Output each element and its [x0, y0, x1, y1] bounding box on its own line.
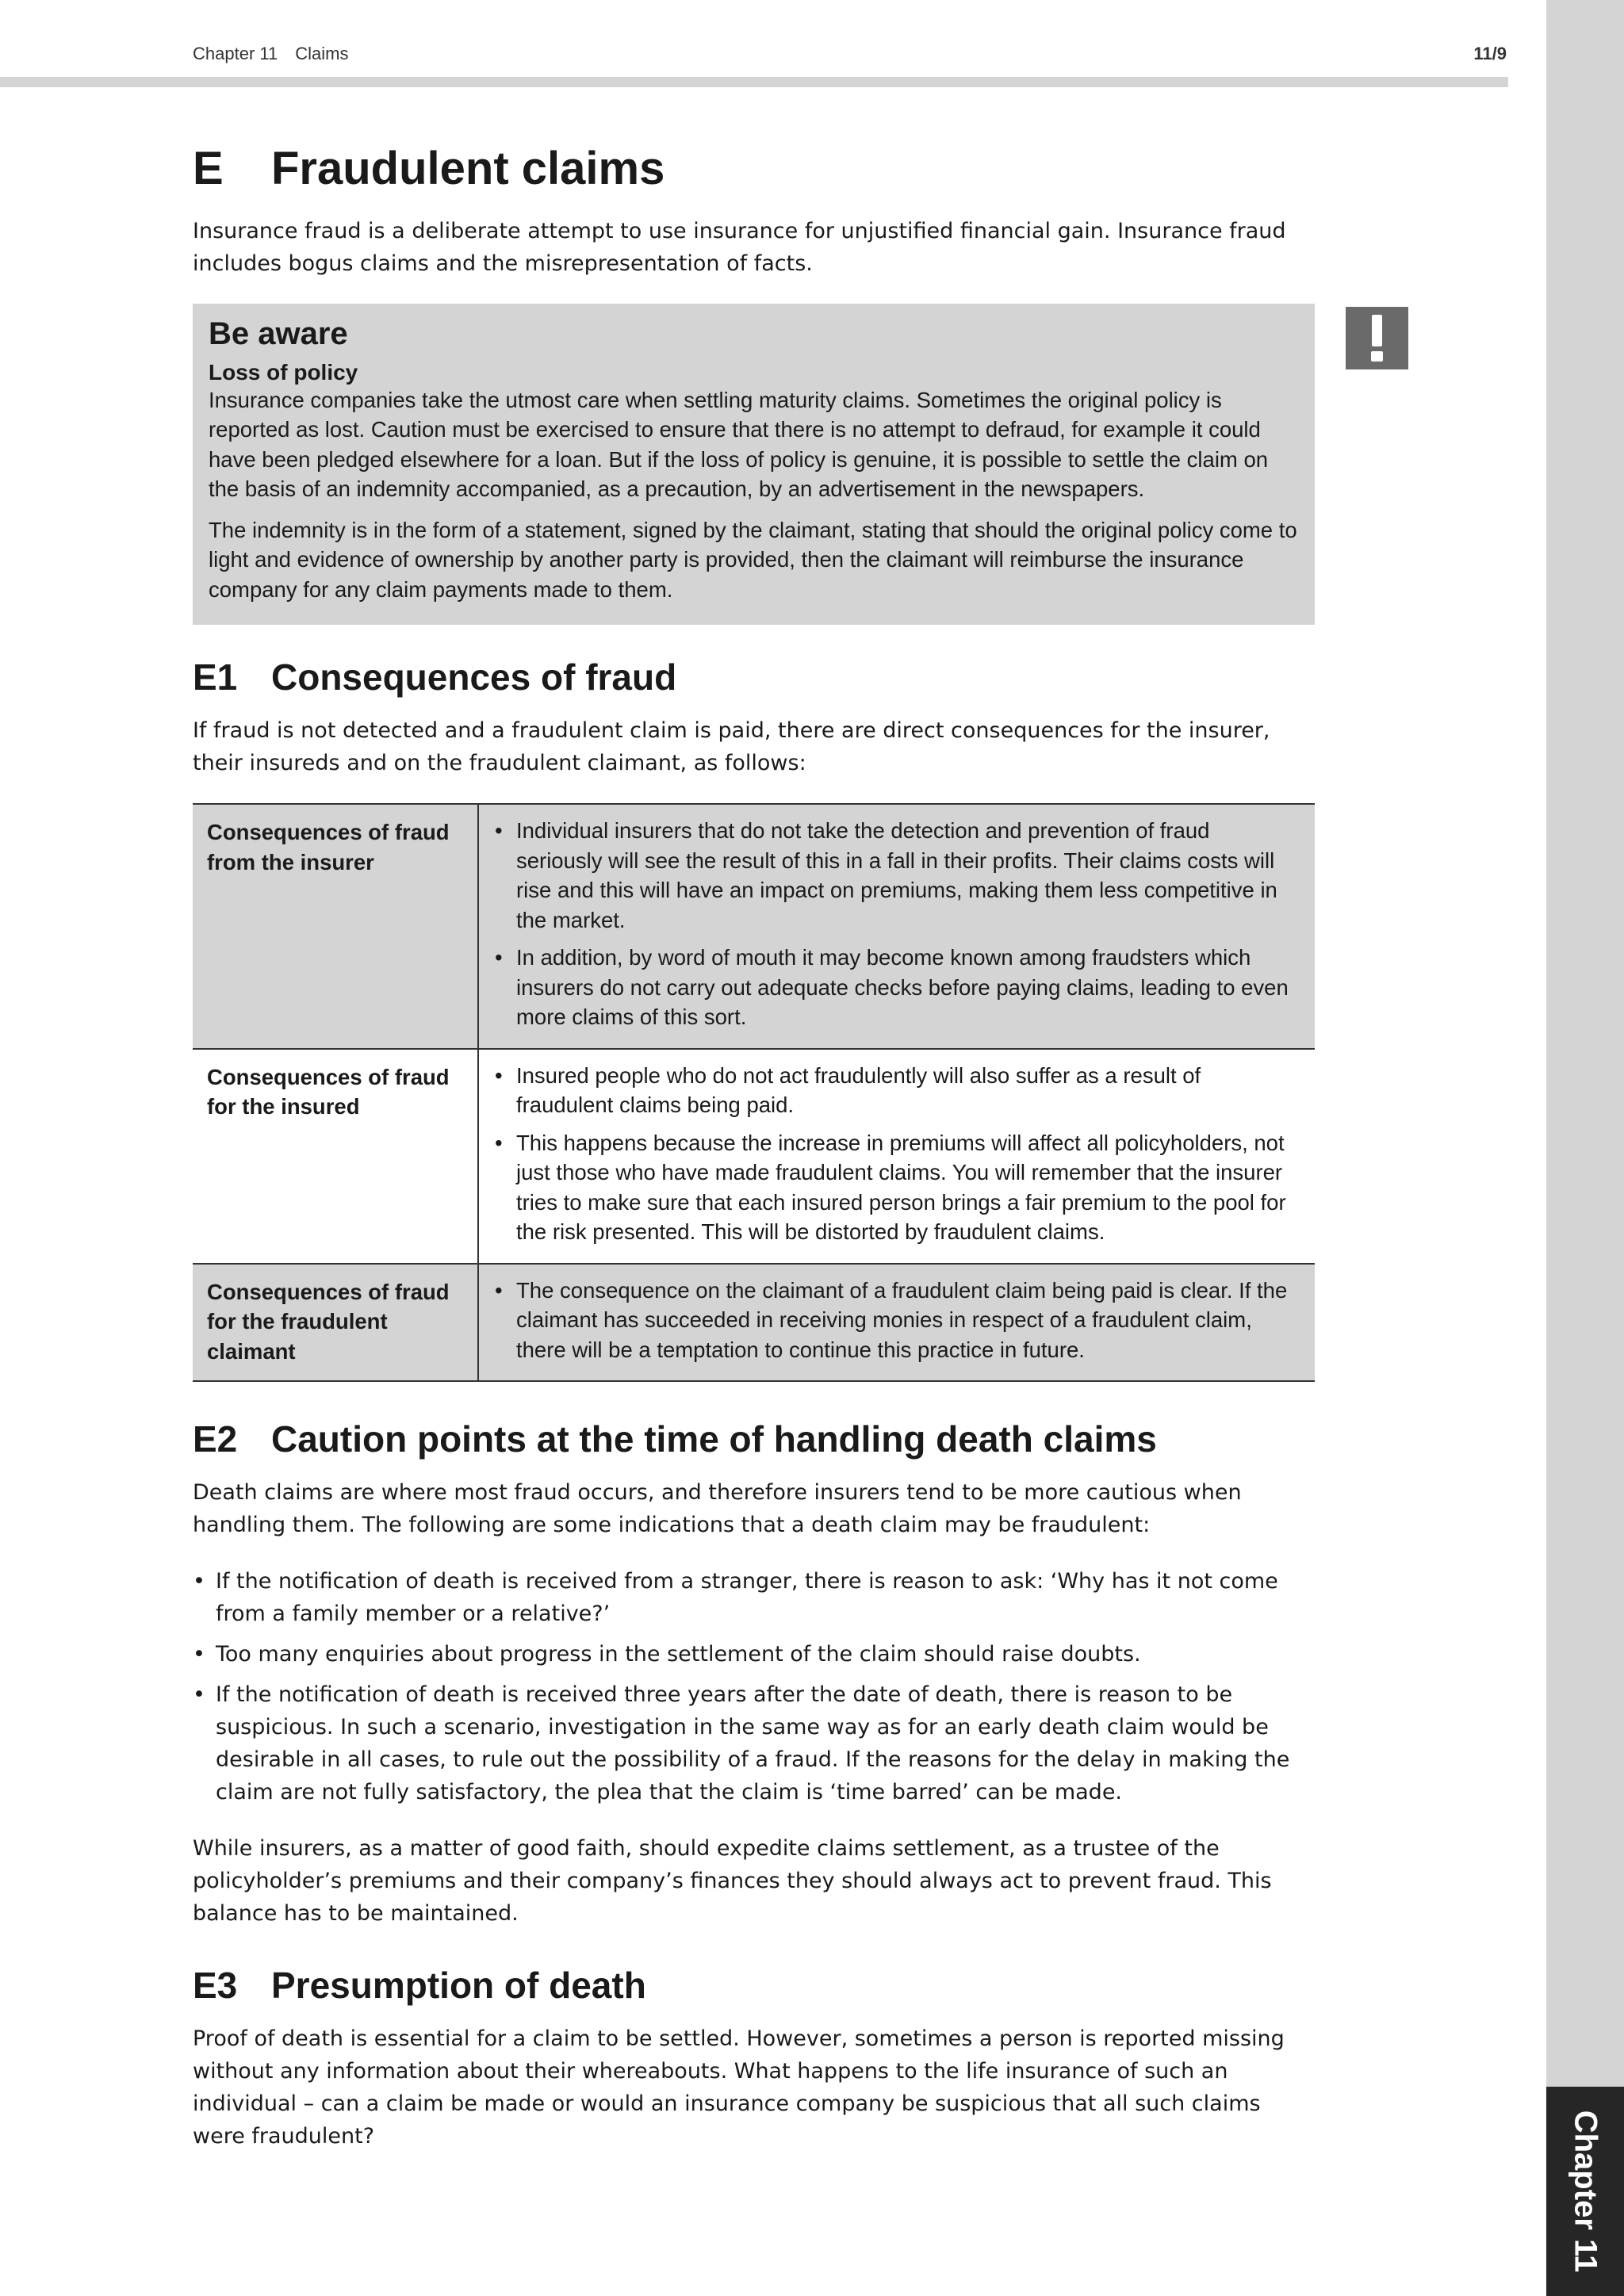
be-aware-subtitle: Loss of policy	[209, 359, 358, 385]
page-content	[193, 143, 1315, 2176]
be-aware-box	[193, 304, 1315, 626]
section-title: Fraudulent claims	[271, 143, 665, 194]
table-row	[193, 1264, 1315, 1382]
header-chapter: Chapter 11	[193, 44, 278, 63]
section-letter: E	[193, 143, 224, 194]
list-item: • Too many enquiries about progress in the settlement of the claim should raise doubts.	[193, 1638, 1315, 1670]
subsection-number: E1	[193, 656, 238, 698]
subsection-heading	[193, 656, 1315, 698]
subsection-number: E2	[193, 1418, 238, 1460]
list-item: • Individual insurers that do not take the detection and prevention of fraud seriously will see the result of this in a fall in their profits. Their claims costs will rise and this will have an impact on premiums, making them less competitive in the market.	[495, 816, 1297, 935]
subsection-title: Caution points at the time of handling death claims	[271, 1418, 1157, 1460]
list-item: • The consequence on the claimant of a fraudulent claim being paid is clear. If the claimant has succeeded in receiving monies in respect of a fraudulent claim, there will be a temptation to continue this practice in future.	[495, 1276, 1297, 1365]
list-item: • This happens because the increase in premiums will affect all policyholders, not just those who have made fraudulent claims. You will remember that the insurer tries to make sure that each insured person brings a fair premium to the pool for the risk presented. This will be distorted by fraudulent claims.	[495, 1128, 1297, 1247]
indications-list	[193, 1565, 1315, 1808]
closing-paragraph: While insurers, as a matter of good faith, should expedite claims settlement, as a trustee of the policyholder’s premiums and their company’s finances they should always act to prevent fraud. This balance has to be maintained.	[193, 1835, 1272, 1926]
be-aware-paragraph: The indemnity is in the form of a statement, signed by the claimant, stating that should the original policy come to light and evidence of ownership by another party is provided, then the claimant will reimburse the insurance company for any claim payments made to them.	[209, 517, 1297, 602]
list-item: • Insured people who do not act fraudulently will also suffer as a result of fraudulent claims being paid.	[495, 1061, 1297, 1120]
list-item: • If the notification of death is received three years after the date of death, there is reason to be suspicious. In such a scenario, investigation in the same way as for an early death claim would be desirable in all cases, to rule out the possibility of a fraud. If the reasons for the delay in making the claim are not fully satisfactory, the plea that the claim is ‘time barred’ can be made.	[193, 1678, 1315, 1808]
section-intro: Insurance fraud is a deliberate attempt to use insurance for unjustified financial gain. Insurance fraud includes bogus claims and the misrepresentation of facts.	[193, 218, 1286, 276]
row-content	[478, 1049, 1315, 1264]
subsection-title: Presumption of death	[271, 1964, 646, 2006]
subsection-heading	[193, 1418, 1315, 1460]
row-label: Consequences of fraud for the insured	[193, 1049, 478, 1264]
page-number: 11/9	[1473, 44, 1507, 63]
subsection-heading	[193, 1965, 1315, 2007]
list-item: • In addition, by word of mouth it may become known among fraudsters which insurers do not carry out adequate checks before paying claims, leading to even more claims of this sort.	[495, 943, 1297, 1032]
row-content	[478, 804, 1315, 1049]
consequences-table	[193, 803, 1315, 1382]
running-header	[193, 44, 348, 64]
section-heading	[193, 143, 1315, 196]
margin-bar	[1546, 0, 1624, 2296]
table-row	[193, 804, 1315, 1049]
row-label: Consequences of fraud from the insurer	[193, 804, 478, 1049]
row-label: Consequences of fraud for the fraudulent claimant	[193, 1264, 478, 1382]
subsection-number: E3	[193, 1964, 238, 2006]
row-content	[478, 1264, 1315, 1382]
list-item: • If the notification of death is received from a stranger, there is reason to ask: ‘Why has it not come from a family member or a relative?’	[193, 1565, 1315, 1630]
header-rule	[0, 77, 1508, 87]
header-section: Claims	[295, 44, 349, 63]
subsection-intro: Proof of death is essential for a claim to be settled. However, sometimes a person is reported missing without any information about their whereabouts. What happens to the life insurance of such an individual – can a claim be made or would an insurance company be suspicious that all such claims were fraudulent?	[193, 2026, 1285, 2149]
exclamation-icon	[1346, 307, 1408, 369]
be-aware-title: Be aware	[209, 316, 348, 351]
chapter-tab	[1546, 2087, 1624, 2296]
chapter-tab-label: Chapter 11	[1568, 2110, 1603, 2273]
be-aware-paragraph: Insurance companies take the utmost care when settling maturity claims. Sometimes the original policy is reported as lost. Caution must be exercised to ensure that there is no attempt to defraud, for example it could have been pledged elsewhere for a loan. But if the loss of policy is genuine, it is possible to settle the claim on the basis of an indemnity accompanied, as a precaution, by an advertisement in the newspapers.	[209, 387, 1269, 502]
subsection-title: Consequences of fraud	[271, 656, 677, 698]
table-row	[193, 1049, 1315, 1264]
subsection-intro: Death claims are where most fraud occurs, and therefore insurers tend to be more cautious when handling them. The following are some indications that a death claim may be fraudulent:	[193, 1479, 1242, 1537]
subsection-intro: If fraud is not detected and a fraudulent claim is paid, there are direct consequences for the insurer, their insureds and on the fraudulent claimant, as follows:	[193, 718, 1270, 776]
